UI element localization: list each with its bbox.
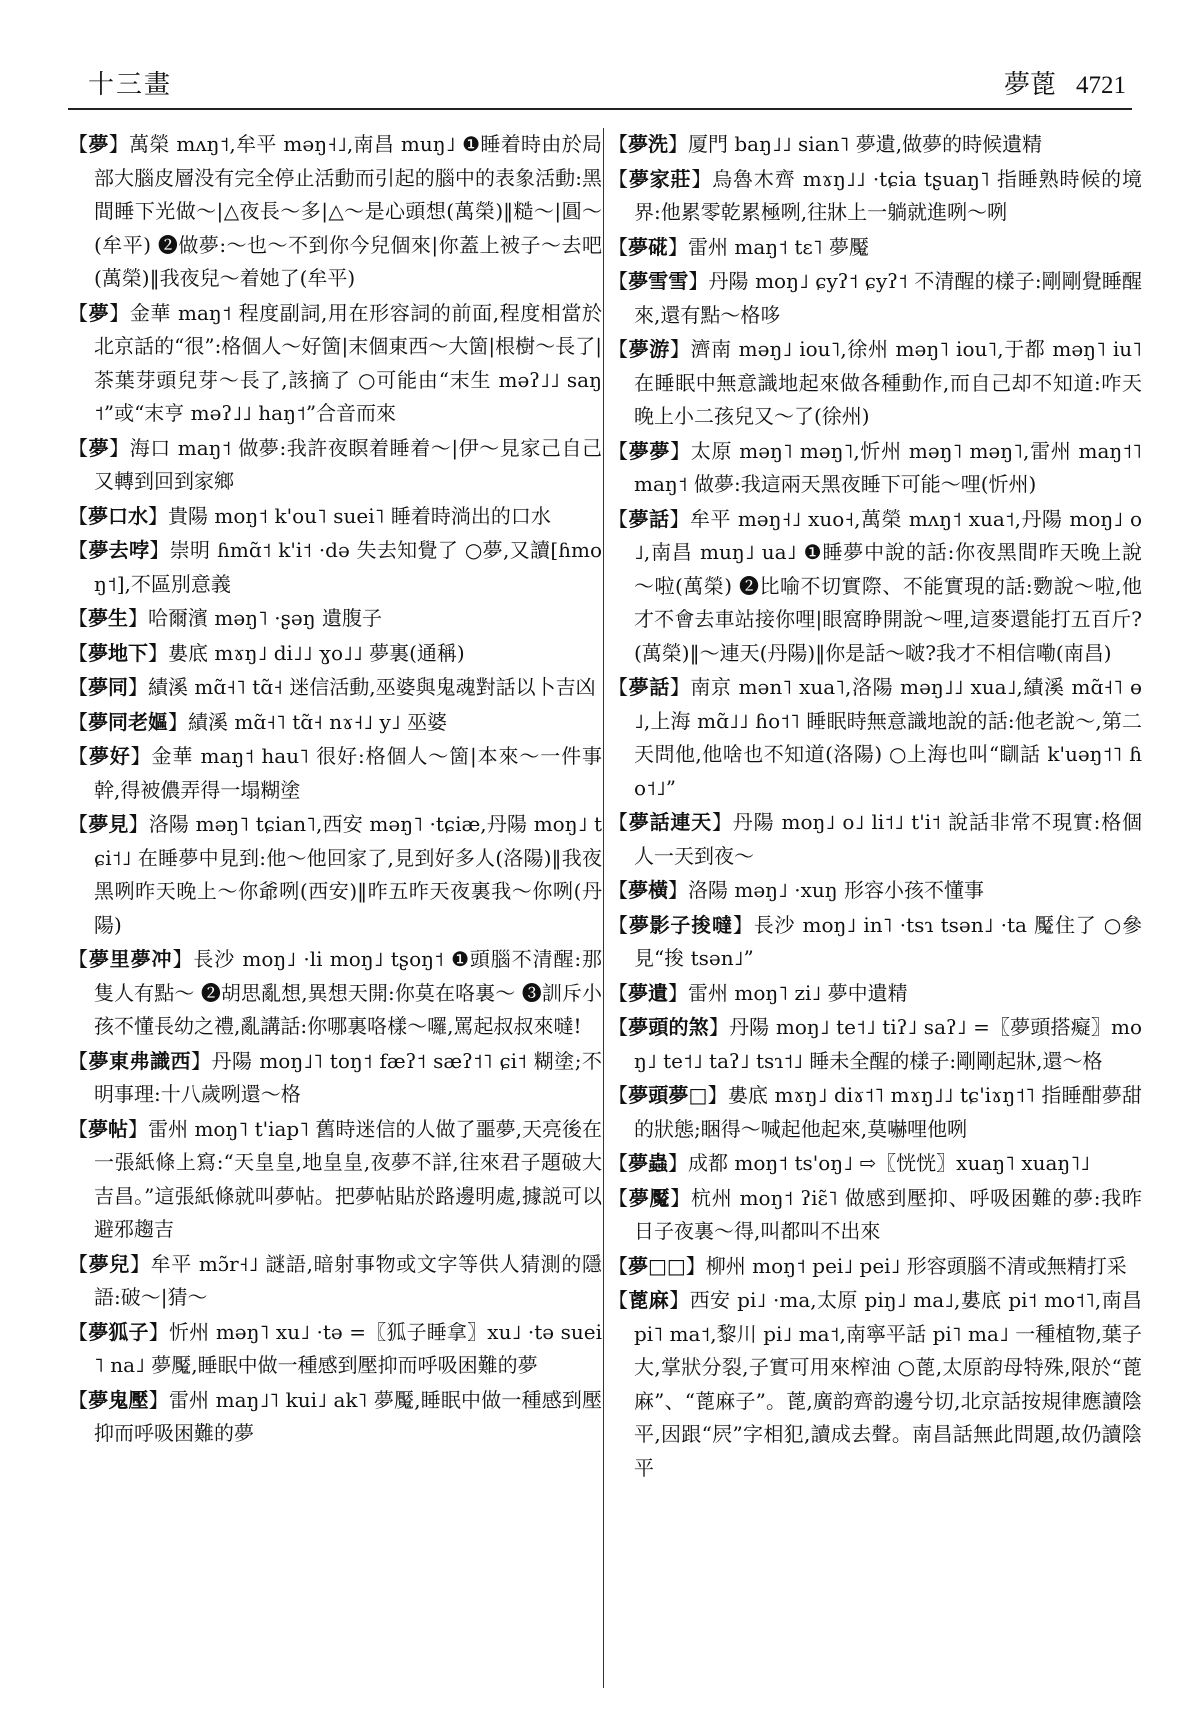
entry-headword: 【 蓖麻 】 <box>608 1288 690 1312</box>
running-head-title: 夢蓖 <box>1003 70 1056 100</box>
dictionary-entry <box>68 1316 602 1383</box>
entry-definition: 金華 maŋ˦ 程度副詞,用在形容詞的前面,程度相當於北京話的“很”:格個人～好箇|末個東西～大箇|根樹～長了|茶葉芽頭兒芽～長了,該摘了 ○可能由“末生 məʔ˩˩ saŋ˦”或“末亨 məʔ˩˩ haŋ˦”合音而來 <box>94 300 603 425</box>
entry-headword: 【 夢遺 】 <box>608 981 688 1005</box>
entry-definition: 金華 maŋ˦ hau˥ 很好:格個人～箇|本來～一件事幹,得被儂弄得一塌糊塗 <box>94 744 603 802</box>
entry-definition: 丹陽 moŋ˩ ɕyʔ˦ ɕyʔ˦ 不清醒的樣子:剛剛覺睡醒來,還有點～格哆 <box>634 269 1143 327</box>
entry-definition: 洛陽 məŋ˥ tɕian˥,西安 məŋ˥ ·tɕiæ,丹陽 moŋ˩ tɕi˦˩ 在睡夢中見到:他～他回家了,見到好多人(洛陽)‖我夜黑咧昨天晚上～你爺咧(西安)‖昨五昨天夜裏我～你咧(丹陽) <box>94 812 603 937</box>
dictionary-entry <box>68 1113 602 1247</box>
entry-headword: 【 夢同老嫗 】 <box>68 710 188 734</box>
dictionary-entry <box>608 1079 1142 1146</box>
dictionary-entry <box>68 534 602 601</box>
entry-definition: 西安 pi˩ ·ma,太原 piŋ˩ ma˩,婁底 pi˦ mo˦˥,南昌 pi˥ ma˦,黎川 pi˩ ma˦,南寧平話 pi˥ ma˩ 一種植物,葉子大,掌狀分裂,子實可用來榨油 ○蓖,太原韵母特殊,限於“蓖麻”、“蓖麻子”。蓖,廣韵齊韵邊兮切,北京話按規律應讀陰平,因跟“屄”字相犯,讀成去聲。南昌話無此問題,故仍讀陰平 <box>634 1288 1143 1480</box>
entry-definition: 柳州 moŋ˦ pei˩ pei˩ 形容頭腦不清或無精打采 <box>705 1253 1127 1278</box>
entry-definition: 烏魯木齊 mɤŋ˩˩ ·tɕia tʂuaŋ˥ 指睡熟時候的境界:他累零乾累極咧,往牀上一躺就進咧～咧 <box>634 166 1143 224</box>
entry-headword: 【 夢同 】 <box>68 675 148 699</box>
dictionary-entry <box>68 128 602 296</box>
entry-definition: 哈爾濱 məŋ˥ ·ʂəŋ 遺腹子 <box>148 606 382 630</box>
entry-definition: 南京 mən˥ xua˥,洛陽 məŋ˩˩ xua˩,績溪 mɑ̃˧˥ ɵ˩,上海 mɑ̃˩˩ ɦo˦˥ 睡眠時無意識地說的話:他老說～,第二天問他,他啥也不知道(洛陽) ○上海也叫“瞓話 k'uəŋ˦˥ ɦo˦˩” <box>634 675 1143 800</box>
dictionary-entry <box>68 602 602 636</box>
entry-definition: 杭州 moŋ˦ ʔiɛ̃˥ 做感到壓抑、呼吸困難的夢:我昨日子夜裏～得,叫都叫不出來 <box>634 1185 1143 1243</box>
entry-headword: 【 夢魘 】 <box>608 1186 691 1210</box>
dictionary-entry <box>608 128 1142 162</box>
entry-headword: 【 夢見 】 <box>68 812 149 836</box>
entry-definition: 績溪 mɑ̃˧˥ tɑ̃˧ nɤ˧˩ y˩ 巫婆 <box>188 709 448 734</box>
entry-headword: 【 夢話連天 】 <box>608 810 733 834</box>
dictionary-entry <box>68 637 602 671</box>
entry-definition: 貴陽 moŋ˦ k'ou˥ suei˥ 睡着時淌出的口水 <box>168 503 551 528</box>
entry-definition: 海口 maŋ˦ 做夢:我許夜瞑着睡着～|伊～見家己自己又轉到回到家鄉 <box>94 435 603 493</box>
dictionary-entry <box>608 806 1142 873</box>
entry-headword: 【 夢話 】 <box>608 507 690 531</box>
entry-definition: 雷州 maŋ˩˥ kui˩ ak˥ 夢魘,睡眠中做一種感到壓抑而呼吸困難的夢 <box>94 1387 603 1445</box>
entry-definition: 丹陽 moŋ˩ te˦˩ tiʔ˩ saʔ˩ =〖夢頭搭癡〗moŋ˩ te˦˩ taʔ˩ tsɿ˦˩ 睡未全醒的樣子:剛剛起牀,還～格 <box>634 1015 1143 1073</box>
dictionary-entry <box>608 265 1142 332</box>
dictionary-entry <box>608 671 1142 805</box>
entry-headword: 【 夢話 】 <box>608 675 690 699</box>
entry-headword: 【 夢□□ 】 <box>608 1254 706 1278</box>
dictionary-entry <box>608 163 1142 230</box>
entry-headword: 【 夢里夢冲 】 <box>68 947 193 971</box>
entry-definition: 牟平 məŋ˧˩ xuo˧,萬榮 mʌŋ˦ xua˦,丹陽 moŋ˩ o˩,南昌 muŋ˩ ua˩ ❶睡夢中說的話:你夜黑間昨天晚上說～啦(萬榮) ❷比喻不切實際、不能實現的話:覅說～啦,他才不會去車站接你哩|眼窩睁開說～哩,這麥還能打五百斤?(萬榮)‖～連天(丹陽)‖你是話～啵?我才不相信嘞(南昌) <box>634 506 1143 665</box>
dictionary-entry <box>608 333 1142 434</box>
dictionary-entry <box>68 1248 602 1315</box>
entry-headword: 【 夢去哱 】 <box>68 538 170 562</box>
entry-headword: 【 夢硴 】 <box>608 235 688 259</box>
dictionary-entry <box>68 740 602 807</box>
page-header <box>68 62 1132 110</box>
dictionary-entry <box>608 503 1142 671</box>
entry-headword: 【 夢狐子 】 <box>68 1320 169 1344</box>
running-head <box>1004 64 1126 101</box>
page-number: 4721 <box>1076 72 1126 99</box>
entry-definition: 丹陽 moŋ˩˥ toŋ˦ fæʔ˦ sæʔ˦˥ ɕi˦ 糊塗;不明事理:十八歲咧還～格 <box>94 1048 603 1106</box>
dictionary-entry <box>608 1147 1142 1181</box>
entry-headword: 【 夢夢 】 <box>608 439 691 463</box>
dictionary-entry <box>608 1011 1142 1078</box>
entry-headword: 【 夢洗 】 <box>608 132 688 156</box>
entry-definition: 太原 məŋ˥ məŋ˥,忻州 məŋ˥ məŋ˥,雷州 maŋ˦˥ maŋ˦ 做夢:我這兩天黑夜睡下可能～哩(忻州) <box>634 438 1143 496</box>
dictionary-entry <box>68 808 602 942</box>
dictionary-entry <box>608 874 1142 908</box>
section-heading: 十三畫 <box>88 70 173 100</box>
dictionary-entry <box>608 1182 1142 1249</box>
entry-definition: 牟平 mɔ̃r˧˩ 謎語,暗射事物或文字等供人猜測的隱語:破～|猜～ <box>94 1251 603 1309</box>
entry-definition: 濟南 məŋ˩ iou˥,徐州 məŋ˥ iou˥,于都 məŋ˥ iu˥ 在睡眠中無意識地起來做各種動作,而自己却不知道:咋天晚上小二孩兒又～了(徐州) <box>634 337 1143 428</box>
left-column <box>68 128 602 1452</box>
entry-definition: 雷州 moŋ˥ zi˩ 夢中遺精 <box>688 980 908 1005</box>
entry-headword: 【 夢地下 】 <box>68 641 168 665</box>
dictionary-entry <box>608 977 1142 1011</box>
entry-definition: 忻州 məŋ˥ xu˩ ·tə =〖狐子睡拿〗xu˩ ·tə suei˥ na˩ 夢魘,睡眠中做一種感到壓抑而呼吸困難的夢 <box>94 1319 603 1377</box>
column-divider <box>603 128 604 1688</box>
entry-definition: 績溪 mɑ̃˧˥ tɑ̃˧ 迷信活動,巫婆與鬼魂對話以卜吉凶 <box>148 675 596 699</box>
dictionary-entry <box>68 432 602 499</box>
entry-definition: 成都 moŋ˦ ts'oŋ˩ ⇨〖恍恍〗xuaŋ˥ xuaŋ˥˩ <box>688 1151 1091 1175</box>
entry-headword: 【 夢蟲 】 <box>608 1151 688 1175</box>
dictionary-entry <box>608 435 1142 502</box>
right-column <box>608 128 1142 1486</box>
entry-definition: 雷州 moŋ˥ t'iap˥ 舊時迷信的人做了噩夢,天亮後在一張紙條上寫:“天皇皇,地皇皇,夜夢不詳,往來君子題破大吉昌。”這張紙條就叫夢帖。把夢帖貼於路邊明處,據説可以避邪趨吉 <box>94 1116 603 1241</box>
entry-headword: 【 夢好 】 <box>68 744 152 768</box>
entry-headword: 【 夢橫 】 <box>608 878 688 902</box>
entry-definition: 雷州 maŋ˦ tɛ˥ 夢魘 <box>688 234 869 259</box>
entry-headword: 【 夢生 】 <box>68 606 148 630</box>
entry-definition: 長沙 moŋ˩ ·li moŋ˩ tʂoŋ˦ ❶頭腦不清醒:那隻人有點～ ❷胡思亂想,異想天開:你莫在咯裏～ ❸訓斥小孩不懂長幼之禮,亂講話:你哪裏咯樣～囉,罵起叔叔來噠! <box>94 947 602 1038</box>
entry-definition: 洛陽 məŋ˩ ·xuŋ 形容小孩不懂事 <box>688 878 985 902</box>
entry-headword: 【 夢游 】 <box>608 337 690 361</box>
dictionary-entry <box>608 1284 1142 1485</box>
entry-headword: 【 夢 】 <box>68 132 129 156</box>
dictionary-entry <box>68 297 602 431</box>
dictionary-entry <box>68 706 602 740</box>
entry-headword: 【 夢兒 】 <box>68 1252 151 1276</box>
entry-definition: 婁底 mɤŋ˩ di˩˩ ɣo˩˩ 夢裏(通稱) <box>168 640 465 665</box>
dictionary-entry <box>68 671 602 705</box>
entry-definition: 長沙 moŋ˩ in˥ ·tsɿ tsən˩ ·ta 魘住了 ○參見“捘 tsən˩” <box>634 912 1142 970</box>
entry-headword: 【 夢東弗識西 】 <box>68 1049 211 1073</box>
dictionary-entry <box>608 1250 1142 1284</box>
entry-definition: 萬榮 mʌŋ˦,牟平 məŋ˧˩,南昌 muŋ˩ ❶睡着時由於局部大腦皮層没有完全停止活動而引起的腦中的表象活動:黑間睡下光做～|△夜長～多|△～是心頭想(萬榮)‖糙～|圓～(牟平) ❷做夢:～也～不到你今兒個來|你蓋上被子～去吧(萬榮)‖我夜兒～着她了(牟平) <box>94 132 603 290</box>
entry-definition: 丹陽 moŋ˩ o˩ li˦˩ t'i˦ 說話非常不現實:格個人一天到夜～ <box>634 810 1143 868</box>
dictionary-entry <box>68 943 602 1044</box>
entry-headword: 【 夢頭夢□ 】 <box>608 1083 728 1107</box>
entry-headword: 【 夢影子捘噠 】 <box>608 913 754 937</box>
entry-headword: 【 夢家莊 】 <box>608 167 712 191</box>
entry-headword: 【 夢 】 <box>68 301 130 325</box>
dictionary-entry <box>68 500 602 534</box>
dictionary-entry <box>68 1384 602 1451</box>
entry-definition: 厦門 baŋ˩˩ sian˥ 夢遺,做夢的時候遺精 <box>688 132 1043 156</box>
entry-headword: 【 夢雪雪 】 <box>608 269 708 293</box>
entry-headword: 【 夢帖 】 <box>68 1117 148 1141</box>
entry-headword: 【 夢鬼壓 】 <box>68 1388 169 1412</box>
dictionary-entry <box>608 231 1142 265</box>
entry-definition: 崇明 ɦmɑ̃˦ k'i˦ ·də 失去知覺了 ○夢,又讀[ɦmoŋ˦],不區別意義 <box>94 538 603 596</box>
entry-headword: 【 夢口水 】 <box>68 504 168 528</box>
entry-definition: 婁底 mɤŋ˩ diɤ˦˥ mɤŋ˩˩ tɕ'iɤŋ˦˥ 指睡酣夢甜的狀態;睏得～喊起他起來,莫嚇哩他咧 <box>634 1083 1143 1141</box>
entry-headword: 【 夢頭的煞 】 <box>608 1015 729 1039</box>
dictionary-entry <box>68 1045 602 1112</box>
entry-headword: 【 夢 】 <box>68 436 130 460</box>
dictionary-entry <box>608 909 1142 976</box>
